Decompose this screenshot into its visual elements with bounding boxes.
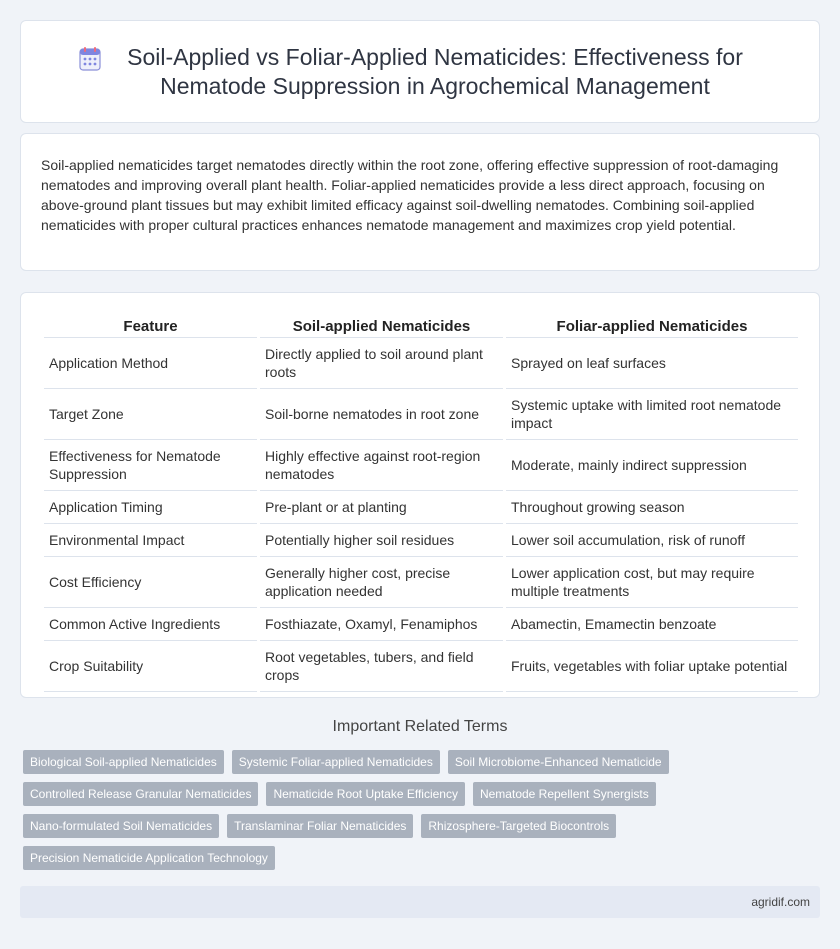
related-term-tag[interactable]: Translaminar Foliar Nematicides (227, 814, 413, 838)
table-cell: Abamectin, Emamectin benzoate (506, 608, 798, 641)
table-row (44, 338, 798, 389)
table-cell: Environmental Impact (44, 524, 257, 557)
table-cell: Common Active Ingredients (44, 608, 257, 641)
column-header-soil: Soil-applied Nematicides (260, 315, 503, 338)
table-cell: Systemic uptake with limited root nematode impact (506, 389, 798, 440)
table-cell: Pre-plant or at planting (260, 491, 503, 524)
footer-bar (20, 886, 820, 918)
table-row (44, 389, 798, 440)
related-term-tag[interactable]: Biological Soil-applied Nematicides (23, 750, 224, 774)
table-cell: Soil-borne nematodes in root zone (260, 389, 503, 440)
related-term-tag[interactable]: Nematode Repellent Synergists (473, 782, 656, 806)
table-cell: Generally higher cost, precise application needed (260, 557, 503, 608)
table-cell: Effectiveness for Nematode Suppression (44, 440, 257, 491)
table-cell: Sprayed on leaf surfaces (506, 338, 798, 389)
related-term-tag[interactable]: Systemic Foliar-applied Nematicides (232, 750, 440, 774)
footer-site-link[interactable]: agridif.com (751, 895, 810, 909)
table-cell: Throughout growing season (506, 491, 798, 524)
table-cell: Moderate, mainly indirect suppression (506, 440, 798, 491)
related-term-tag[interactable]: Precision Nematicide Application Technology (23, 846, 275, 870)
intro-card (20, 133, 820, 271)
table-row (44, 608, 798, 641)
related-term-tag[interactable]: Nano-formulated Soil Nematicides (23, 814, 219, 838)
table-cell: Application Method (44, 338, 257, 389)
table-cell: Application Timing (44, 491, 257, 524)
table-cell: Target Zone (44, 389, 257, 440)
page-title: Soil-Applied vs Foliar-Applied Nematicides: Effectiveness for Nematode Suppression in Agrochemical Management (127, 44, 743, 99)
table-row (44, 524, 798, 557)
related-term-tag[interactable]: Nematicide Root Uptake Efficiency (266, 782, 465, 806)
table-cell: Highly effective against root-region nematodes (260, 440, 503, 491)
table-header-row (44, 315, 798, 338)
table-row (44, 641, 798, 692)
column-header-feature: Feature (44, 315, 257, 338)
table-cell: Cost Efficiency (44, 557, 257, 608)
header-card (20, 20, 820, 123)
table-row (44, 440, 798, 491)
table-cell: Lower soil accumulation, risk of runoff (506, 524, 798, 557)
related-term-tag[interactable]: Rhizosphere-Targeted Biocontrols (421, 814, 616, 838)
table-cell: Root vegetables, tubers, and field crops (260, 641, 503, 692)
table-row (44, 491, 798, 524)
related-terms-heading: Important Related Terms (332, 718, 508, 735)
intro-paragraph: Soil-applied nematicides target nematodes directly within the root zone, offering effective suppression of root-damaging nematodes and improving overall plant health. Foliar-applied nematicides provide a less direct approach, focusing on above-ground plant tissues but may exhibit limited efficacy against soil-dwelling nematodes. Combining soil-applied nematicides with proper cultural practices enhances nematode management and maximizes crop yield potential. (41, 157, 779, 233)
table-cell: Fruits, vegetables with foliar uptake potential (506, 641, 798, 692)
table-cell: Directly applied to soil around plant roots (260, 338, 503, 389)
table-cell: Lower application cost, but may require multiple treatments (506, 557, 798, 608)
related-term-tag[interactable]: Controlled Release Granular Nematicides (23, 782, 258, 806)
table-cell: Potentially higher soil residues (260, 524, 503, 557)
table-row (44, 557, 798, 608)
related-term-tag[interactable]: Soil Microbiome-Enhanced Nematicide (448, 750, 669, 774)
comparison-table-card (20, 292, 820, 698)
related-terms-list (23, 750, 683, 870)
table-cell: Fosthiazate, Oxamyl, Fenamiphos (260, 608, 503, 641)
column-header-foliar: Foliar-applied Nematicides (506, 315, 798, 338)
table-cell: Crop Suitability (44, 641, 257, 692)
comparison-table (41, 315, 801, 692)
